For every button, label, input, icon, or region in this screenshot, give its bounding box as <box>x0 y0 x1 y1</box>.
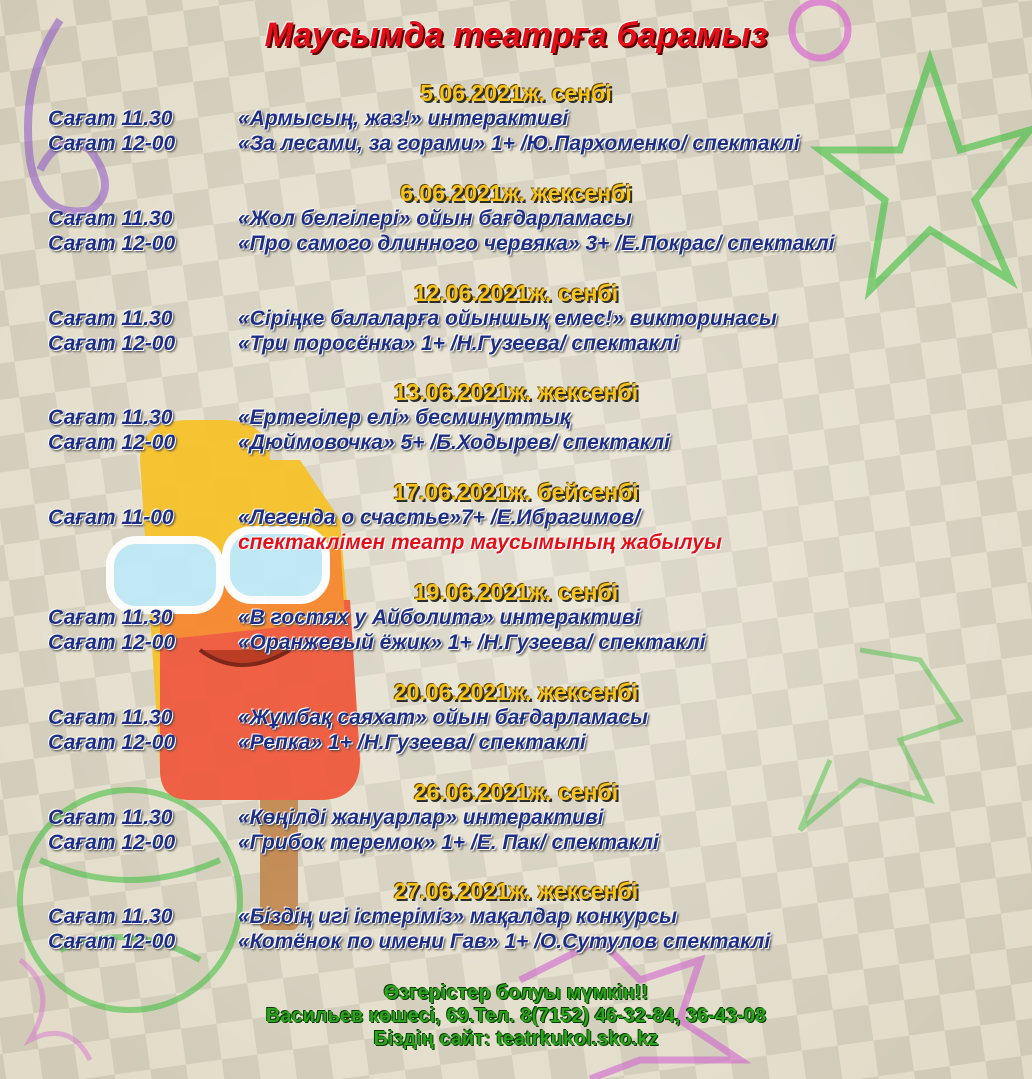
schedule-row <box>0 106 1032 131</box>
footer-site: Біздің сайт: teatrkukol.sko.kz <box>373 1028 659 1050</box>
event-title: «Ертегілер елі» бесминуттық <box>238 406 571 430</box>
event-title: «Репка» 1+ /Н.Гузеева/ спектаклі <box>238 730 586 754</box>
schedule-row <box>0 505 1032 530</box>
schedule-row <box>0 131 1032 156</box>
day-date: 6.06.2021ж. жексенбі <box>400 179 632 206</box>
schedule-row <box>0 830 1032 855</box>
event-title: «Армысың, жаз!» интерактиві <box>238 107 569 130</box>
event-time: Сағат 11.30 <box>48 805 173 829</box>
day-date: 27.06.2021ж. жексенбі <box>393 878 639 905</box>
schedule-row <box>0 904 1032 929</box>
event-time: Сағат 11.30 <box>48 606 173 629</box>
event-title: «Жұмбақ саяхат» ойын бағдарламасы <box>238 705 648 729</box>
event-time: Сағат 11.30 <box>48 905 173 929</box>
schedule-row <box>0 331 1032 356</box>
schedule-row <box>0 805 1032 830</box>
event-time: Сағат 11.30 <box>48 206 173 230</box>
footer <box>0 982 1032 1051</box>
event-title: «Жол белгілері» ойын бағдарламасы <box>238 206 632 230</box>
day-date: 5.06.2021ж. сенбі <box>420 80 612 106</box>
schedule-row <box>0 306 1032 331</box>
day-date: 26.06.2021ж. сенбі <box>413 778 619 805</box>
event-title: «Грибок теремок» 1+ /Е. Пак/ спектаклі <box>238 830 659 854</box>
day-date: 20.06.2021ж. жексенбі <box>393 678 639 705</box>
event-time: Сағат 12-00 <box>48 331 176 355</box>
event-time: Сағат 11.30 <box>48 705 173 729</box>
schedule-row <box>0 231 1032 256</box>
event-time: Сағат 11.30 <box>48 107 173 130</box>
event-time: Сағат 12-00 <box>48 730 176 754</box>
schedule-day <box>0 180 1032 256</box>
event-title: «Про самого длинного червяка» 3+ /Е.Покрас/ спектаклі <box>238 231 835 255</box>
schedule-row <box>0 605 1032 630</box>
event-time: Сағат 12-00 <box>48 431 176 455</box>
footer-address: Васильев көшесі, 69.Тел. 8(7152) 46-32-84, 36-43-08 <box>265 1005 767 1027</box>
event-time: Сағат 11-00 <box>48 506 174 530</box>
event-title: «Котёнок по имени Гав» 1+ /О.Сутулов спектаклі <box>238 930 771 954</box>
day-date: 19.06.2021ж. сенбі <box>413 579 619 605</box>
day-date: 17.06.2021ж. бейсенбі <box>393 479 639 506</box>
day-date: 12.06.2021ж. сенбі <box>413 279 619 306</box>
schedule-row <box>0 530 1032 555</box>
event-title: «Көңілді жануарлар» интерактиві <box>238 805 604 829</box>
schedule-row <box>0 206 1032 231</box>
schedule-row <box>0 705 1032 730</box>
event-title: «Оранжевый ёжик» 1+ /Н.Гузеева/ спектаклі <box>238 631 706 654</box>
schedule-row <box>0 405 1032 430</box>
event-time: Сағат 12-00 <box>48 930 176 954</box>
event-title: «Дюймовочка» 5+ /Б.Ходырев/ спектаклі <box>238 431 670 455</box>
event-title: «Біздің игі істеріміз» мақалдар конкурсы <box>238 905 678 929</box>
schedule-day <box>0 779 1032 855</box>
schedule-day <box>0 379 1032 455</box>
schedule-day <box>0 280 1032 356</box>
event-time: Сағат 11.30 <box>48 406 173 430</box>
schedule-row <box>0 430 1032 455</box>
day-date: 13.06.2021ж. жексенбі <box>393 379 639 406</box>
schedule-day <box>0 878 1032 954</box>
event-title: «Легенда о счастье»7+ /Е.Ибрагимов/ <box>238 506 640 530</box>
schedule-row <box>0 730 1032 755</box>
event-title: «Сіріңке балаларға ойыншық емес!» викторинасы <box>238 306 777 330</box>
event-title: спектаклімен театр маусымының жабылуы <box>238 531 722 555</box>
schedule-day <box>0 679 1032 755</box>
page-title: Маусымда театрға барамыз <box>264 16 768 54</box>
schedule-day <box>0 80 1032 156</box>
event-time: Сағат 12-00 <box>48 231 176 255</box>
event-title: «За лесами, за горами» 1+ /Ю.Пархоменко/ спектаклі <box>238 132 800 155</box>
event-title: «Три поросёнка» 1+ /Н.Гузеева/ спектаклі <box>238 331 679 355</box>
footer-notice: Өзгерістер болуы мүмкін!! <box>383 982 649 1004</box>
schedule-day <box>0 479 1032 555</box>
event-time: Сағат 12-00 <box>48 830 176 854</box>
event-time: Сағат 12-00 <box>48 132 176 155</box>
event-time: Сағат 12-00 <box>48 631 176 654</box>
schedule-row <box>0 630 1032 655</box>
event-time: Сағат 11.30 <box>48 306 173 330</box>
schedule-row <box>0 929 1032 954</box>
schedule-day <box>0 579 1032 655</box>
event-title: «В гостях у Айболита» интерактиві <box>238 606 641 629</box>
